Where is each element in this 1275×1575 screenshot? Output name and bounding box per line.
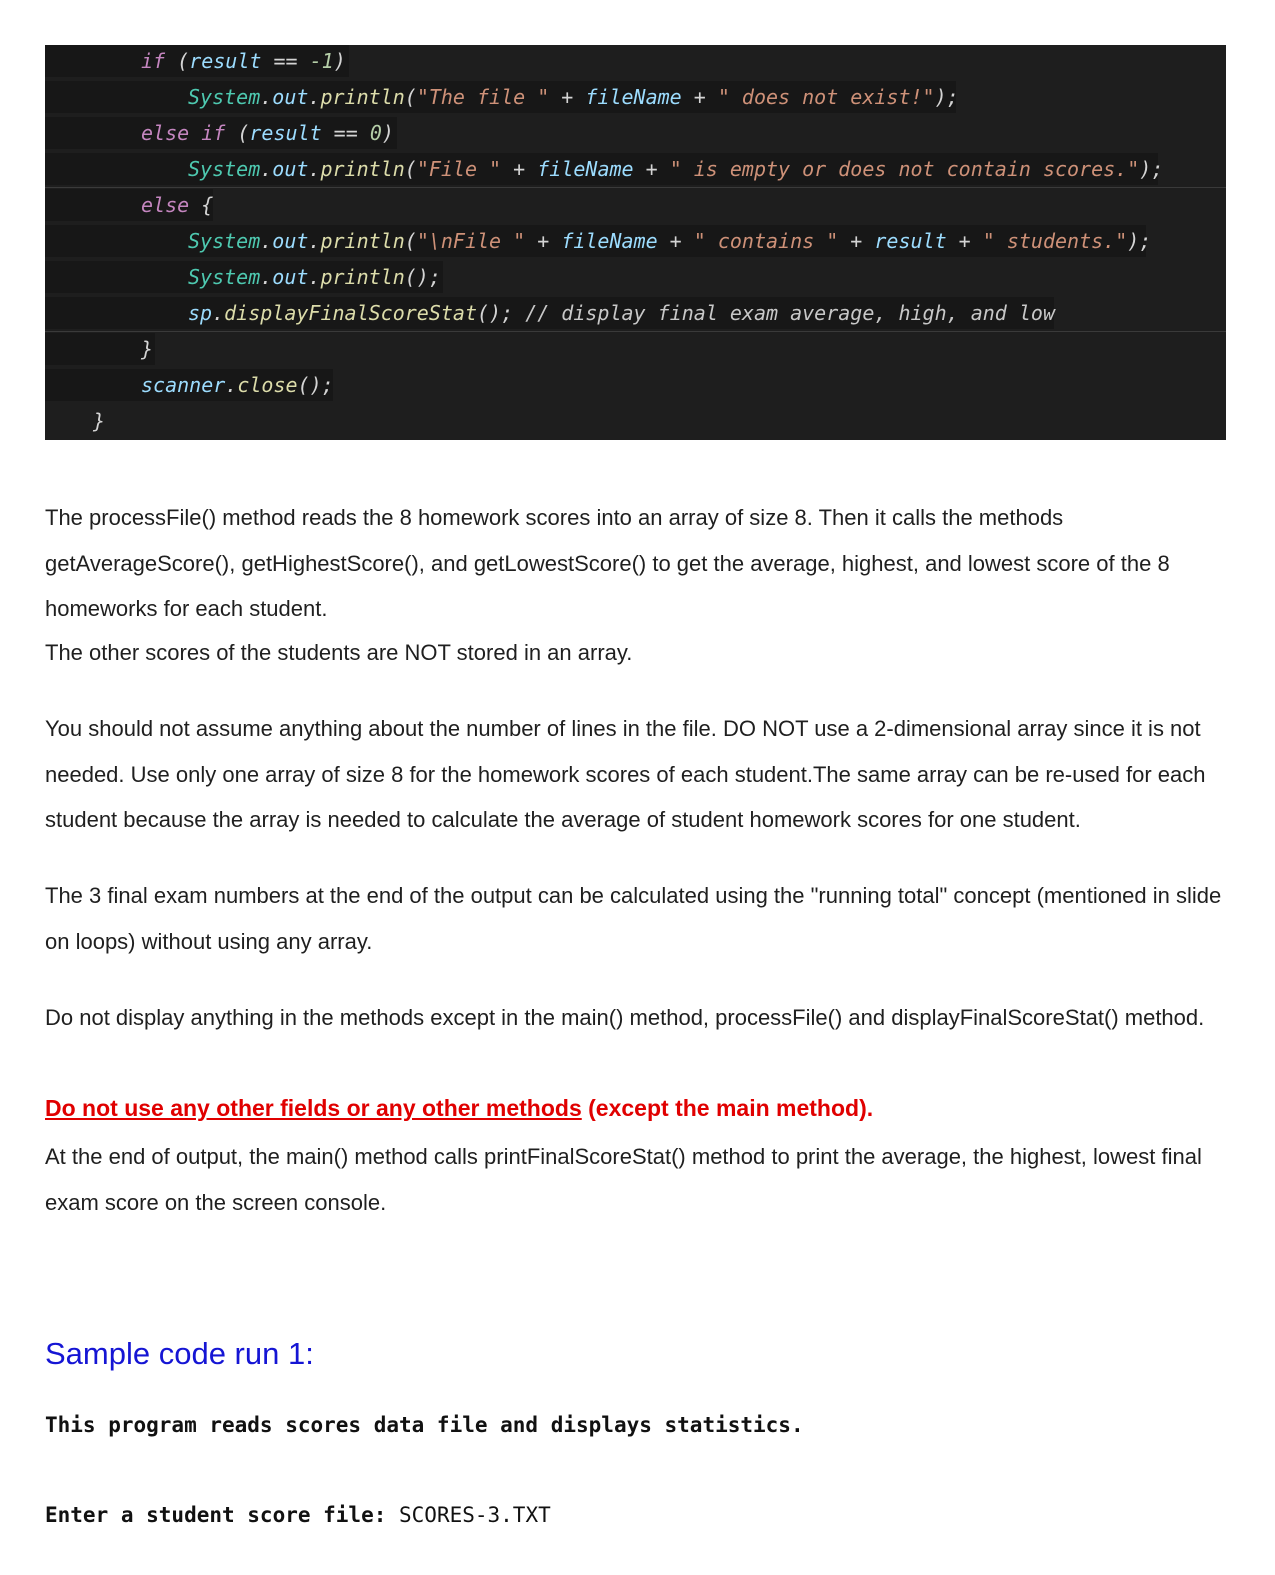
code-line-10: scanner.close(); xyxy=(45,369,333,401)
paragraph-final-exam: The 3 final exam numbers at the end of the output can be calculated using the "running total" concept (mentioned in slide on loops) without using any array. xyxy=(45,883,1222,954)
paragraph-processfile: The processFile() method reads the 8 homework scores into an array of size 8. Then it calls the methods getAverageScore(), getHighestScore(), and getLowestScore() to get the average, highest, and lowest score of the 8 homeworks for each student. xyxy=(45,505,1170,621)
code-line-1: if (result == -1) xyxy=(45,45,349,77)
code-line-5: else { xyxy=(45,189,213,221)
code-line-11: } xyxy=(93,409,106,433)
code-block xyxy=(45,45,1226,440)
code-line-8: sp.displayFinalScoreStat(); // display final exam average, high, and low xyxy=(45,297,1054,329)
paragraph-other-scores: The other scores of the students are NOT stored in an array. xyxy=(45,640,633,665)
code-line-6: System.out.println("\nFile " + fileName + " contains " + result + " students."); xyxy=(45,225,1146,257)
sample-output-line: This program reads scores data file and displays statistics. xyxy=(45,1413,804,1437)
code-separator xyxy=(45,331,1226,332)
warning-underlined: Do not use any other fields or any other methods xyxy=(45,1095,582,1121)
paragraph-main-method: At the end of output, the main() method calls printFinalScoreStat() method to print the average, the highest, lowest final exam score on the screen console. xyxy=(45,1144,1202,1215)
code-line-2: System.out.println("The file " + fileName + " does not exist!"); xyxy=(45,81,956,113)
warning-rest: (except the main method). xyxy=(581,1095,874,1121)
paragraph-array-usage: You should not assume anything about the number of lines in the file. DO NOT use a 2-dimensional array since it is not needed. Use only one array of size 8 for the homework scores of each student.The same array can be re-used for each student because the array is needed to calculate the average of student homework scores for one student. xyxy=(45,716,1206,832)
code-line-3: else if (result == 0) xyxy=(45,117,397,149)
sample-prompt-line xyxy=(45,1500,551,1530)
sample-prompt: Enter a student score file: xyxy=(45,1503,400,1527)
warning-text xyxy=(45,1090,873,1126)
code-separator xyxy=(45,187,1226,188)
sample-input: SCORES-3.TXT xyxy=(399,1503,551,1527)
paragraph-display-rule: Do not display anything in the methods except in the main() method, processFile() and displayFinalScoreStat() method. xyxy=(45,1005,1205,1030)
code-line-9: } xyxy=(45,333,155,365)
sample-heading: Sample code run 1: xyxy=(45,1336,314,1371)
code-line-7: System.out.println(); xyxy=(45,261,443,293)
code-line-4: System.out.println("File " + fileName + " is empty or does not contain scores."); xyxy=(45,153,1158,185)
